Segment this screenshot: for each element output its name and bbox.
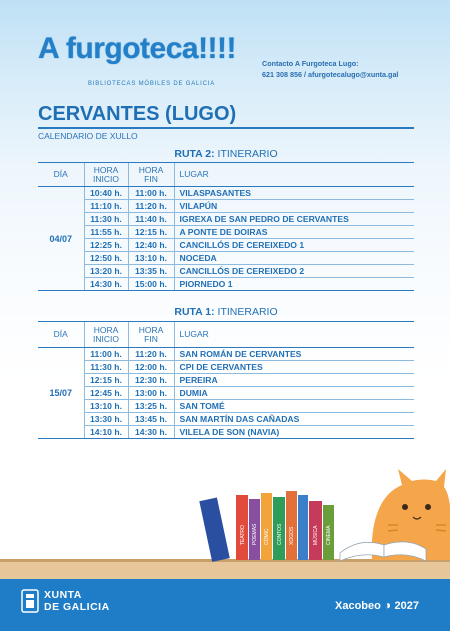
end-time-cell: 13:00 h. bbox=[128, 387, 174, 400]
start-time-cell: 11:30 h. bbox=[84, 213, 128, 226]
shelf bbox=[0, 561, 450, 580]
place-cell: SAN TOMÉ bbox=[174, 400, 414, 413]
header-lugar: LUGAR bbox=[174, 163, 414, 187]
xacobeo-logo bbox=[335, 598, 419, 612]
book-label: CINEMA bbox=[326, 525, 332, 545]
schedule-row bbox=[38, 387, 414, 400]
book-label: XOGOS bbox=[289, 526, 295, 545]
header-hora-inicio: HORA INICIO bbox=[84, 322, 128, 348]
place-cell: CANCILLÓS DE CEREIXEDO 1 bbox=[174, 239, 414, 252]
shell-icon: ◑ bbox=[383, 598, 395, 612]
start-time-cell: 14:30 h. bbox=[84, 278, 128, 291]
place-cell: DUMIA bbox=[174, 387, 414, 400]
xacobeo-text: Xacobeo bbox=[335, 600, 381, 612]
books-cat-illustration bbox=[0, 465, 450, 580]
header bbox=[0, 0, 450, 98]
start-time-cell: 12:50 h. bbox=[84, 252, 128, 265]
end-time-cell: 12:40 h. bbox=[128, 239, 174, 252]
route-2-title-rest: ITINERARIO bbox=[214, 148, 278, 160]
place-cell: VILELA DE SON (NAVIA) bbox=[174, 426, 414, 439]
header-hora-fin: HORA FIN bbox=[128, 322, 174, 348]
xunta-line-1: XUNTA bbox=[44, 589, 82, 601]
place-cell: A PONTE DE DOIRAS bbox=[174, 226, 414, 239]
day-cell: 15/07 bbox=[38, 348, 84, 439]
xacobeo-year: 2027 bbox=[394, 600, 419, 612]
place-cell: SAN ROMÁN DE CERVANTES bbox=[174, 348, 414, 361]
end-time-cell: 13:35 h. bbox=[128, 265, 174, 278]
schedule-row bbox=[38, 226, 414, 239]
place-cell: VILASPASANTES bbox=[174, 187, 414, 200]
start-time-cell: 11:30 h. bbox=[84, 361, 128, 374]
end-time-cell: 14:30 h. bbox=[128, 426, 174, 439]
cat-eye-left bbox=[402, 504, 408, 510]
book-label: CONTOS bbox=[277, 523, 283, 545]
book-comic bbox=[261, 493, 272, 560]
header-dia: DÍA bbox=[38, 163, 84, 187]
end-time-cell: 13:10 h. bbox=[128, 252, 174, 265]
route-2-title bbox=[38, 148, 414, 160]
end-time-cell: 13:45 h. bbox=[128, 413, 174, 426]
cat-eye-right bbox=[425, 504, 431, 510]
end-time-cell: 12:00 h. bbox=[128, 361, 174, 374]
start-time-cell: 11:10 h. bbox=[84, 200, 128, 213]
start-time-cell: 11:55 h. bbox=[84, 226, 128, 239]
schedule-row bbox=[38, 426, 414, 439]
title-divider bbox=[38, 127, 414, 129]
end-time-cell: 11:20 h. bbox=[128, 200, 174, 213]
place-cell: PIORNEDO 1 bbox=[174, 278, 414, 291]
start-time-cell: 10:40 h. bbox=[84, 187, 128, 200]
place-cell: SAN MARTÍN DAS CAÑADAS bbox=[174, 413, 414, 426]
end-time-cell: 11:00 h. bbox=[128, 187, 174, 200]
page-title: CERVANTES (LUGO) bbox=[38, 103, 237, 125]
header-lugar: LUGAR bbox=[174, 322, 414, 348]
route-1-title-bold: RUTA 1: bbox=[174, 306, 215, 318]
xunta-line-2: DE GALICIA bbox=[44, 601, 110, 613]
schedule-row bbox=[38, 187, 414, 200]
contact-info bbox=[262, 58, 398, 80]
book-label: POEMAS bbox=[252, 523, 258, 545]
route-1-title-rest: ITINERARIO bbox=[214, 306, 278, 318]
xunta-shield-icon bbox=[20, 589, 40, 613]
route-2-table bbox=[38, 162, 414, 291]
header-hora-fin: HORA FIN bbox=[128, 163, 174, 187]
route-1-table bbox=[38, 321, 414, 439]
place-cell: PEREIRA bbox=[174, 374, 414, 387]
logo-subtitle: BIBLIOTECAS MÓBILES DE GALICIA bbox=[88, 81, 216, 87]
start-time-cell: 14:10 h. bbox=[84, 426, 128, 439]
start-time-cell: 12:15 h. bbox=[84, 374, 128, 387]
schedule-row bbox=[38, 400, 414, 413]
book-label: MÚSICA bbox=[313, 525, 319, 545]
start-time-cell: 13:10 h. bbox=[84, 400, 128, 413]
book-label: CÓMIC bbox=[264, 528, 270, 545]
schedule-row bbox=[38, 278, 414, 291]
schedule-row bbox=[38, 200, 414, 213]
contact-line-1: Contacto A Furgoteca Lugo: bbox=[262, 59, 359, 68]
start-time-cell: 12:25 h. bbox=[84, 239, 128, 252]
start-time-cell: 13:30 h. bbox=[84, 413, 128, 426]
day-cell: 04/07 bbox=[38, 187, 84, 291]
calendar-label: CALENDARIO DE XULLO bbox=[38, 131, 138, 141]
start-time-cell: 12:45 h. bbox=[84, 387, 128, 400]
schedule-row bbox=[38, 374, 414, 387]
contact-line-2: 621 308 856 / afurgotecalugo@xunta.gal bbox=[262, 70, 399, 79]
end-time-cell: 13:25 h. bbox=[128, 400, 174, 413]
book-stack bbox=[199, 491, 334, 562]
place-cell: CANCILLÓS DE CEREIXEDO 2 bbox=[174, 265, 414, 278]
header-hora-inicio: HORA INICIO bbox=[84, 163, 128, 187]
footer bbox=[0, 579, 450, 631]
header-dia: DÍA bbox=[38, 322, 84, 348]
schedule-row bbox=[38, 265, 414, 278]
place-cell: IGREXA DE SAN PEDRO DE CERVANTES bbox=[174, 213, 414, 226]
schedule-row bbox=[38, 239, 414, 252]
book-label: TEATRO bbox=[240, 525, 246, 545]
xunta-logo-text bbox=[44, 589, 110, 613]
end-time-cell: 12:15 h. bbox=[128, 226, 174, 239]
end-time-cell: 11:40 h. bbox=[128, 213, 174, 226]
schedule-row bbox=[38, 413, 414, 426]
logo-title: A furgoteca!!!! bbox=[38, 32, 237, 65]
place-cell: NOCEDA bbox=[174, 252, 414, 265]
start-time-cell: 13:20 h. bbox=[84, 265, 128, 278]
place-cell: CPI DE CERVANTES bbox=[174, 361, 414, 374]
schedule-row bbox=[38, 252, 414, 265]
schedule-row bbox=[38, 213, 414, 226]
end-time-cell: 11:20 h. bbox=[128, 348, 174, 361]
place-cell: VILAPÚN bbox=[174, 200, 414, 213]
book-blue-leaning bbox=[199, 497, 229, 561]
end-time-cell: 12:30 h. bbox=[128, 374, 174, 387]
end-time-cell: 15:00 h. bbox=[128, 278, 174, 291]
start-time-cell: 11:00 h. bbox=[84, 348, 128, 361]
book-xogos bbox=[286, 491, 297, 560]
schedule-row bbox=[38, 361, 414, 374]
book-blank bbox=[298, 495, 308, 560]
route-2-title-bold: RUTA 2: bbox=[174, 148, 215, 160]
route-1-title bbox=[38, 306, 414, 318]
schedule-row bbox=[38, 348, 414, 361]
